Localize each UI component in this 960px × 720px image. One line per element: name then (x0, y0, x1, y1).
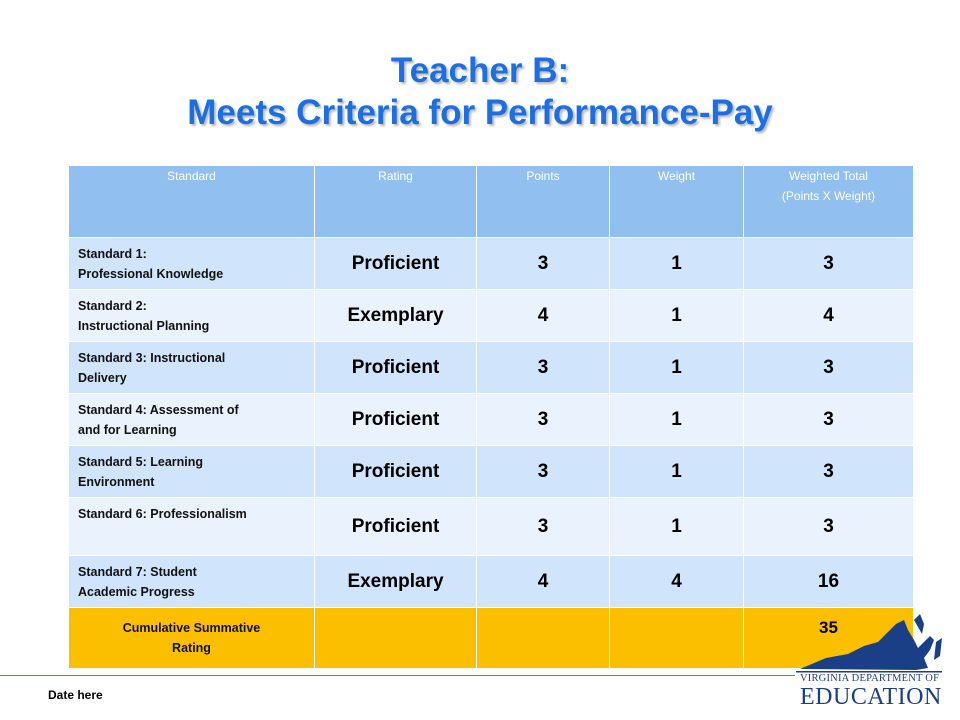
summary-total-cell: 35 (744, 608, 914, 669)
weight-cell: 1 (610, 498, 744, 556)
total-cell: 3 (744, 394, 914, 446)
header-rating: Rating (315, 166, 477, 238)
header-weighted-total (744, 166, 914, 238)
table-row (69, 238, 914, 290)
rating-cell: Proficient (315, 394, 477, 446)
weight-cell: 4 (610, 556, 744, 608)
standard-cell (69, 290, 315, 342)
table-row (69, 290, 914, 342)
weight-cell: 1 (610, 394, 744, 446)
standard-line-1: Standard 1: (78, 246, 147, 261)
standard-line-2: Instructional Planning (78, 318, 210, 333)
header-standard: Standard (69, 166, 315, 238)
standard-line-1: Standard 2: (78, 298, 147, 313)
header-weighted-total-line2: (Points X Weight) (781, 189, 876, 203)
points-cell: 3 (477, 238, 610, 290)
points-cell: 3 (477, 446, 610, 498)
table-row (69, 446, 914, 498)
points-cell: 3 (477, 342, 610, 394)
table-row (69, 342, 914, 394)
standard-cell (69, 394, 315, 446)
points-cell: 3 (477, 498, 610, 556)
summary-label-line-2: Rating (172, 641, 211, 655)
total-cell: 3 (744, 498, 914, 556)
standard-cell (69, 238, 315, 290)
rating-cell: Proficient (315, 238, 477, 290)
standard-line-2: Delivery (78, 370, 127, 385)
rating-cell: Proficient (315, 446, 477, 498)
summary-empty-cell (610, 608, 744, 669)
performance-table (68, 165, 914, 669)
standard-line-2: Environment (78, 474, 155, 489)
weight-cell: 1 (610, 238, 744, 290)
logo-text-line-1: VIRGINIA DEPARTMENT OF (800, 673, 940, 684)
standard-line-1: Standard 6: Professionalism (78, 507, 247, 521)
virginia-state-shape-icon (800, 620, 934, 670)
header-weight: Weight (610, 166, 744, 238)
table-row (69, 498, 914, 556)
total-cell: 4 (744, 290, 914, 342)
summary-empty-cell (315, 608, 477, 669)
points-cell: 4 (477, 290, 610, 342)
table-row (69, 556, 914, 608)
summary-label-line-1: Cumulative Summative (122, 621, 261, 635)
weight-cell: 1 (610, 290, 744, 342)
rating-cell: Proficient (315, 342, 477, 394)
logo-text-line-2: EDUCATION (800, 684, 942, 710)
total-cell: 3 (744, 446, 914, 498)
standard-line-1: Standard 7: Student (78, 564, 197, 579)
total-cell: 3 (744, 238, 914, 290)
rating-cell: Proficient (315, 498, 477, 556)
total-cell: 3 (744, 342, 914, 394)
standard-line-1: Standard 4: Assessment of (78, 402, 239, 417)
summary-empty-cell (477, 608, 610, 669)
points-cell: 3 (477, 394, 610, 446)
title-line-1: Teacher B: (390, 51, 570, 90)
standard-line-2: and for Learning (78, 422, 177, 437)
weight-cell: 1 (610, 342, 744, 394)
summary-row (69, 608, 914, 669)
summary-label-cell (69, 608, 315, 669)
standard-cell (69, 498, 315, 556)
table-row (69, 394, 914, 446)
points-cell: 4 (477, 556, 610, 608)
standard-line-1: Standard 3: Instructional (78, 350, 226, 365)
table-header-row (69, 166, 914, 238)
total-cell: 16 (744, 556, 914, 608)
footer-date: Date here (48, 688, 103, 702)
standard-line-2: Professional Knowledge (78, 266, 224, 281)
header-weighted-total-line1: Weighted Total (789, 169, 868, 183)
rating-cell: Exemplary (315, 290, 477, 342)
title-line-2: Meets Criteria for Performance-Pay (187, 93, 773, 132)
weight-cell: 1 (610, 446, 744, 498)
standard-cell (69, 556, 315, 608)
standard-line-2: Academic Progress (78, 584, 195, 599)
header-points: Points (477, 166, 610, 238)
standard-cell (69, 342, 315, 394)
standard-line-1: Standard 5: Learning (78, 454, 204, 469)
standard-cell (69, 446, 315, 498)
footer-divider (0, 675, 795, 676)
rating-cell: Exemplary (315, 556, 477, 608)
slide-title (0, 50, 960, 134)
